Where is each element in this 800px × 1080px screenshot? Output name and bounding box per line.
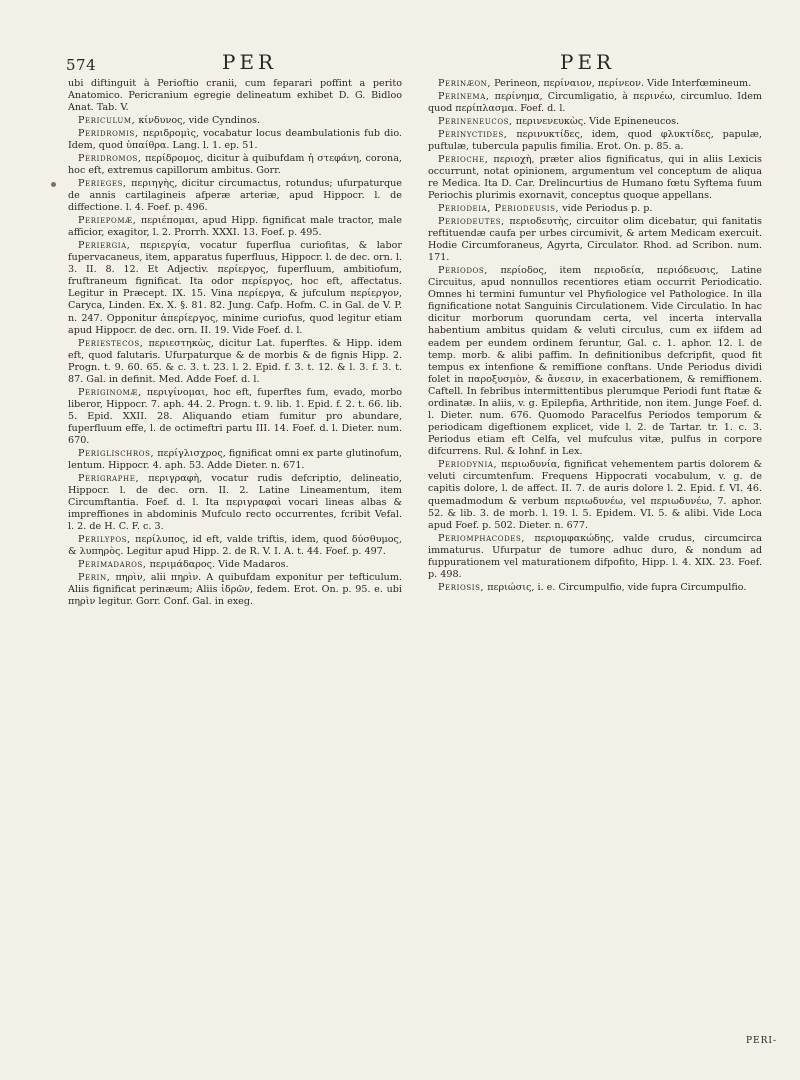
entry-text: περιδρομὶς, vocabatur locus deambulationis fub dio. Idem, quod ὑπαίθρα. Lang. l. 1. ep. 51. bbox=[68, 127, 402, 152]
dictionary-entry bbox=[68, 572, 402, 608]
dictionary-entry bbox=[68, 215, 402, 239]
dictionary-entry bbox=[428, 582, 762, 594]
entry-headword: Peridromis, bbox=[78, 127, 139, 139]
entry-text: περιγραφὴ, vocatur rudis defcriptio, delineatio, Hippocr. l. de dec. orn. II. 2. Latine Lineamentum, item Circumftantia. Foef. d. l. Ita περιγραφαὶ vocari lineas albas & impreffiones in abdominis Mufculo recto occurrentes, fcribit Vefal. l. 2. de H. C. F. c. 3. bbox=[68, 472, 402, 533]
dictionary-entry bbox=[428, 459, 762, 532]
dictionary-entry bbox=[68, 115, 402, 127]
dictionary-entry bbox=[428, 533, 762, 581]
dictionary-entry bbox=[68, 338, 402, 386]
dictionary-entry bbox=[428, 78, 762, 90]
entry-headword: Perioche, bbox=[438, 153, 489, 165]
entry-headword: Perin, bbox=[78, 572, 111, 584]
right-column bbox=[428, 78, 762, 595]
entry-headword: Periepomæ, bbox=[78, 215, 137, 227]
margin-mark bbox=[51, 182, 56, 187]
dictionary-entry bbox=[68, 387, 402, 447]
entry-headword: Perinæon, bbox=[438, 78, 492, 89]
catchword: PERI- bbox=[746, 1036, 777, 1046]
dictionary-entry bbox=[68, 534, 402, 558]
entry-text: ubi diftinguit à Perioftio cranii, cum feparari poffint a perito Anatomico. Pericranium egregie delineatum exhibet D. G. Bidloo Anat. Tab. V. bbox=[68, 78, 402, 114]
dictionary-entry bbox=[428, 265, 762, 459]
entry-headword: Peridromos, bbox=[78, 152, 142, 164]
entry-text: περιηγὴς, dicitur circumactus, rotundus; ufurpaturque de annis cartilagineis afperæ arteriæ, apud Hippocr. l. de diffectione. l. 4. Foef. p. 496. bbox=[68, 177, 402, 214]
running-head-left: PER bbox=[222, 50, 278, 74]
entry-text: περινενευκὼς. Vide Epineneucos. bbox=[515, 115, 680, 127]
dictionary-entry bbox=[428, 116, 762, 128]
entry-text: περιωδυνία, fignificat vehementem partis dolorem & veluti circumtenfum. Frequens Hippocrati vocabulum, v. g. de capitis dolore, l. de affect. II. 7. de auris dolore l. 2. Epid. f. VI. 46. quemadmodum & verbum περιωδυνέω, vel περιωδυνέω, 7. aphor. 52. & lib. 3. de morb. l. 19. l. 5. Epidem. VI. 5. & alibi. Vide Loca apud Foef. p. 502. Dieter. n. 677. bbox=[428, 459, 762, 531]
entry-headword: Periestecos, bbox=[78, 337, 144, 349]
entry-headword: Periodynia, bbox=[438, 459, 498, 471]
entry-headword: Periosis, bbox=[438, 581, 485, 593]
dictionary-entry bbox=[428, 154, 762, 202]
entry-text: περιοδευτὴς, circuitor olim dicebatur, qui fanitatis reftituendæ caufa per urbes circumivit, & artem Medicam exercuit. Hodie Circumforaneus, Agyrta, Circulator. Rhod. ad Scribon. num. 171. bbox=[428, 215, 762, 264]
entry-text: Perineon, περίναιον, περίνεον. Vide Interfœmineum. bbox=[494, 78, 752, 89]
dictionary-entry bbox=[68, 448, 402, 472]
entry-text: κίνδυνος, vide Cyndinos. bbox=[138, 115, 261, 127]
entry-text: περίγλισχρος, fignificat omni ex parte glutinofum, lentum. Hippocr. 4. aph. 53. Adde Dieter. n. 671. bbox=[68, 447, 402, 472]
entry-text: περιγίνομαι, hoc eft, fuperftes fum, evado, morbo liberor, Hippocr. 7. aph. 44. 2. Progn. t. 9. lib. 1. Epid. f. 2. t. 66. lib. 5. Epid. XXII. 28. Aliquando etiam fumitur pro abundare, fuperfluum effe, l. de octimeftri partu III. 14. Foef. d. l. Dieter. num. 670. bbox=[68, 386, 402, 447]
entry-text: περιοχὴ, præter alios fignificatus, qui in aliis Lexicis occurrunt, notat opinionem, argumentum vel conceptum de aliqua re Medica. Ita D. Car. Drelincurtius de Humano fœtu Syftema fuum Periochis plurimis exornavit, conceptus quoque appellans. bbox=[428, 153, 762, 202]
dictionary-entry bbox=[68, 78, 402, 114]
entry-headword: Periculum, bbox=[78, 115, 136, 127]
dictionary-entry bbox=[68, 178, 402, 214]
entry-text: περίνημα, Circumligatio, à περινέω, circumluo. Idem quod περίπλασμα. Foef. d. l. bbox=[428, 90, 762, 114]
entry-headword: Perieges, bbox=[78, 177, 127, 189]
entry-headword: Perimadaros, bbox=[78, 559, 147, 571]
dictionary-entry bbox=[428, 129, 762, 153]
entry-headword: Periginomæ, bbox=[78, 386, 142, 398]
entry-headword: Periglischros, bbox=[78, 447, 155, 459]
dictionary-entry bbox=[68, 473, 402, 533]
entry-headword: Periodos, bbox=[438, 264, 488, 276]
entry-headword: Periodeia, Periodeusis, bbox=[438, 202, 560, 214]
dictionary-entry bbox=[68, 240, 402, 337]
entry-text: περιομφακώδης, valde crudus, circumcirca immaturus. Ufurpatur de tumore adhuc duro, & nondum ad fuppurationem vel maturationem difpofito, Hipp. l. 4. XIX. 23. Foef. p. 498. bbox=[428, 532, 762, 580]
entry-text: περίοδος, item περιοδεία, περιόδευσις, Latine Circuitus, apud nonnullos recentiores etiam occurrit Periodicatio. Omnes hi termini fumuntur vel Phyfiologice vel Pathologice. In illa fignificatione notat Sanguinis Circulationem. Vide Circulatio. In hac dicitur morborum quorundam certa, vel incerta intervalla habentium ambitus quidam & veluti circulus, cum ex iifdem ad eadem per eundem ordinem feruntur, Gal. c. 1. aphor. 12. l. de temp. morb. & alibi paffim. In definitionibus defcripfit, quod fit tempus ex intenfione & remiffione conftans. Unde Periodus dividi folet in παροξυσμὸν, & ἄνεσιν, in exacerbationem, & remiffionem. Caftell. In febribus intermittentibus plerumque Periodi funt ftatæ & ordinatæ. In aliis, v. g. Epilepfia, Arthritide, non item. Junge Foef. d. l. Dieter. num. 676. Quomodo Paracelfus Periodos temporum & periodicam digeftionem explicet, vide l. 2. de Tartar. tr. 1. c. 3. Periodus etiam eft Celfa, vel mufculus vitæ, pulfus in corpore difcurrens. Rul. & Iohnf. in Lex. bbox=[428, 264, 762, 458]
entry-text: περίδρομος, dicitur à quibufdam ἡ στεφάνη, corona, hoc eft, extremus capillorum ambitus. Gorr. bbox=[68, 152, 402, 177]
running-head-right: PER bbox=[560, 50, 616, 74]
entry-headword: Perineneucos, bbox=[438, 115, 513, 127]
entry-headword: Periomphacodes, bbox=[438, 532, 526, 544]
dictionary-entry bbox=[428, 91, 762, 115]
dictionary-entry bbox=[68, 128, 402, 152]
dictionary-entry bbox=[428, 203, 762, 215]
dictionary-entry bbox=[68, 559, 402, 571]
entry-text: vide Periodus p. p. bbox=[562, 202, 653, 214]
page-header bbox=[0, 48, 800, 78]
entry-text: περιεργία, vocatur fuperflua curiofitas, & labor fupervacaneus, item, apparatus fuperfluus, Hippocr. l. de dec. orn. l. 3. II. 8. 12. Et Adjectiv. περίεργος, fuperfluum, ambitiofum, fruftraneum fignificat. Ita odor περίεργος, hoc eft, affectatus. Legitur in Præcept. IX. 15. Vina περίεργα, & jufculum περίεργον, Caryca, Linden. Ex. X. §. 81. 82. Jung. Cafp. Hofm. C. in Gal. de V. P. n. 247. Opponitur ἀπερίεργος, minime curiofus, quod legitur etiam apud Hippocr. de dec. orn. II. 19. Vide Foef. d. l. bbox=[68, 240, 402, 336]
dictionary-entry bbox=[68, 153, 402, 177]
entry-headword: Perinema, bbox=[438, 90, 490, 102]
entry-headword: Periodeutes, bbox=[438, 215, 505, 227]
entry-headword: Perilypos, bbox=[78, 534, 131, 546]
entry-headword: Perinyctides, bbox=[438, 128, 508, 140]
entry-text: περιεστηκὼς, dicitur Lat. fuperftes. & Hipp. idem eft, quod falutaris. Ufurpaturque & de morbis & de fignis Hipp. 2. Progn. t. 9. 60. 65. & c. 3. t. 23. l. 2. Epid. f. 3. t. 12. & l. 3. f. 3. t. 87. Gal. in definit. Med. Adde Foef. d. l. bbox=[68, 337, 402, 385]
dictionary-entry bbox=[428, 216, 762, 264]
entry-text: περινυκτίδες, idem, quod φλυκτίδες, papulæ, puftulæ, tubercula papulis fimilia. Erot. On. p. 85. a. bbox=[428, 128, 762, 152]
entry-text: περιμάδαρος. Vide Madaros. bbox=[149, 559, 289, 571]
entry-headword: Periergia, bbox=[78, 240, 131, 251]
left-column bbox=[68, 78, 402, 609]
entry-text: πηρὶν, alii πηρὶν. A quibufdam exponitur per tefticulum. Aliis fignificat perinæum; Aliis ἰδρῶν, fedem. Erot. On. p. 95. e. ubi πηρὶν legitur. Gorr. Conf. Gal. in exeg. bbox=[68, 572, 402, 608]
entry-text: περιώσις, i. e. Circumpulfio, vide fupra Circumpulfio. bbox=[487, 581, 747, 593]
entry-text: περιέπομαι, apud Hipp. fignificat male tractor, male afficior, exagitor, l. 2. Prorrh. XXXI. 13. Foef. p. 495. bbox=[68, 215, 402, 239]
entry-text: περίλυπος, id eft, valde triftis, idem, quod δύσθυμος, & λυπηρὸς. Legitur apud Hipp. 2. de R. V. I. A. t. 44. Foef. p. 497. bbox=[68, 534, 402, 558]
entry-headword: Perigraphe, bbox=[78, 472, 140, 484]
page-number: 574 bbox=[66, 56, 97, 74]
